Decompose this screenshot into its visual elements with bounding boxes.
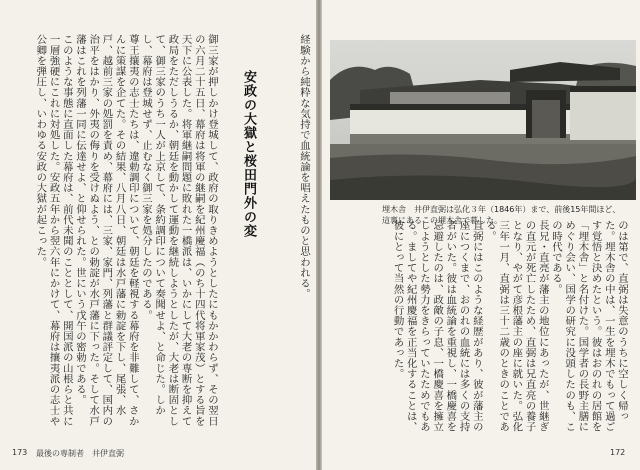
photo-image [330,40,636,200]
left-page [0,0,316,470]
right-body-text: のは第で、直弼は失意のうちに空しく帰った。埋木舎の中は、一生を埋木でもって過ごす覚悟と決めたという。彼はおのれの居館を「埋木舎」と名付けた。国学者の長野主膳にめぐり会い、国学の研究に没頭したのも、この時代である。 長兄・直亮が藩主の地位にあったが、世継ぎの直元が死亡したため、直弼は兄直亮の養子となり、やがて彦根藩主の座に就いた。弘化三年一月、直弼は三十二歳のときのことである。 直弼にはこのような経歴があり、彼が藩主の座につくまで、おのれの血統には多くの支持者がいた。彼は血統論を重視し、一橋慶喜を忌避したのは、政敵の子息、一橋慶喜を擁立しようとした勢力をきらっていたためでもある。ましてや紀州慶福を正当化することは、彼にとって当然の行動であった。 [391,220,628,432]
section-heading: 安政の大獄と桜田門外の変 [241,70,256,238]
photo-umoreginoya [330,40,636,200]
left-body-opening: 経験から純粋な気持で血統論を唱えたものと思われる。 [298,34,310,299]
page-number-right: 172 [610,448,626,457]
running-head: 最後の専制者 井伊直弼 [36,449,124,458]
page-number-left: 173 [12,448,28,457]
left-body-text: 御三家が押しかけ登城して、政府の取りきめようとしたにもかかわらず、その翌日の六月二十五日、幕府は将軍の継嗣を紀州慶福（のち十四代将軍家茂）とする旨を天下に公表した。将軍継嗣問題に敗れた一橋派は、いかにして大老の専断を抑えて政局をただしうるか、朝廷を動かして運動を継続しようとしたが、大老は断固として、御三家のうち一人が上京して、条約調印について奏聞せよ、と命じた。しかし、幕府は登城せず、止むなく御三家を処分したのである。 尊王攘夷の志士たちは、違勅調印について、朝廷を軽視する幕府を非難して、さかんに策謀を企てた。その結果、八月八日、朝廷は水戸藩に勅諚を下し、尾張、水戸、越前三家の処罰を責め、幕府には、三家、家門、列藩と群議評定して、国内の治平をはかり、外夷の侮りを受けぬよう、との勅諚が水戸藩に下った。そして水戸藩はこれを列藩一同に伝達せよ、と仰せられた。世にいう戊午の密勅である。 このような事態に直面した幕府は、前代未聞のこととして、開国派の山根らと共に一層強硬にこれに対処した。安政五年から翌六年にかけて、幕府は攘夷派の志士や公卿を弾圧し、いわゆる安政の大獄が起こった。 [34,34,218,427]
photo-caption: 埋木舎 井伊直弼は弘化３年（1846年）まで、前後15年間ほど、這裏にあるこの埋木舎で暮した。 [382,205,621,225]
right-page [322,0,640,470]
